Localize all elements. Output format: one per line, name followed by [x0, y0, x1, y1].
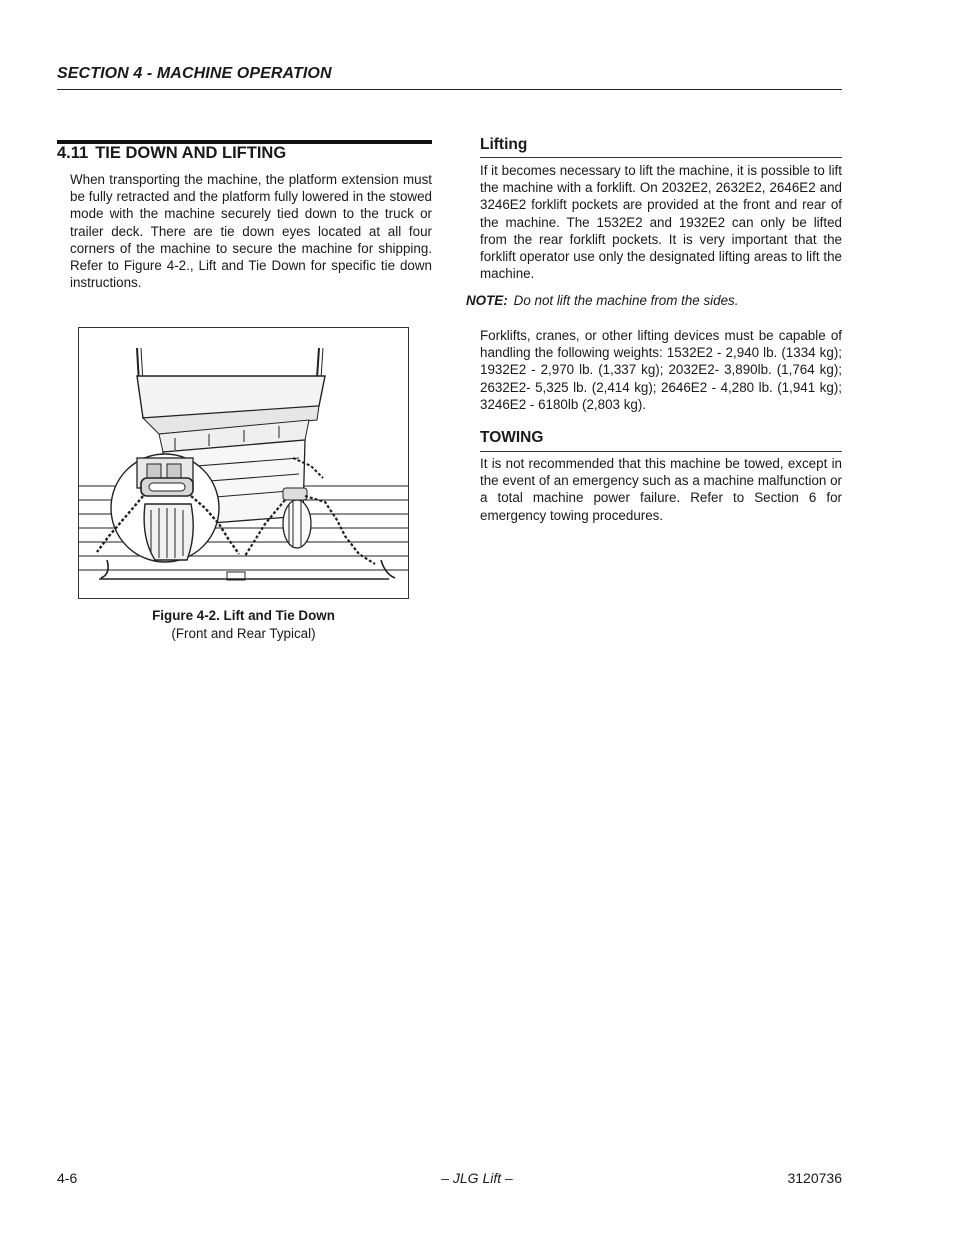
- section-number: 4.11: [57, 144, 89, 162]
- note-label: NOTE:: [466, 293, 508, 308]
- tie-down-illustration: [79, 328, 409, 599]
- note-text: Do not lift the machine from the sides.: [513, 293, 739, 308]
- header-divider: [57, 89, 842, 90]
- section-title: [57, 144, 286, 163]
- towing-title: TOWING: [480, 429, 544, 446]
- lifting-paragraph: If it becomes necessary to lift the machine, it is possible to lift the machine with a forklift. On 2032E2, 2632E2, 2646E2 and 3246E2 forklift pockets are provided at the front and rear of the machine. The 1532E2 and 1932E2 can only be lifted from the rear forklift pockets. It is very important that the forklift operator use only the designated lifting areas to lift the machine.: [480, 163, 842, 282]
- figure-caption-subtitle: (Front and Rear Typical): [171, 625, 316, 641]
- figure-caption-title: Figure 4-2. Lift and Tie Down: [152, 608, 335, 623]
- towing-paragraph: It is not recommended that this machine be towed, except in the event of an emergency such as a machine malfunction or a total machine power failure. Refer to Section 6 for emergency towing procedures.: [480, 456, 842, 523]
- document-number: 3120736: [787, 1170, 842, 1186]
- section-title-text: TIE DOWN AND LIFTING: [95, 144, 287, 162]
- towing-rule: [480, 451, 842, 452]
- footer-brand: – JLG Lift –: [441, 1170, 513, 1186]
- weights-paragraph: Forklifts, cranes, or other lifting devices must be capable of handling the following weights: 1532E2 - 2,940 lb. (1334 kg); 1932E2 - 2,970 lb. (1,337 kg); 2032E2- 3,890lb. (1,764 kg); 2632E2- 5,325 lb. (2,414 kg); 2646E2 - 4,280 lb. (1,941 kg); 3246E2 - 6180lb (2,803 kg).: [480, 328, 842, 412]
- lifting-title: Lifting: [480, 136, 528, 153]
- lifting-note: [466, 293, 738, 308]
- tie-down-paragraph: When transporting the machine, the platform extension must be fully retracted and the platform fully lowered in the stowed mode with the machine securely tied down to the truck or trailer deck. There are tie down eyes located at all four corners of the machine to secure the machine for shipping. Refer to Figure 4-2., Lift and Tie Down for specific tie down instructions.: [70, 172, 432, 291]
- lifting-rule: [480, 157, 842, 158]
- figure-caption: [78, 607, 409, 642]
- page-number: 4-6: [57, 1170, 78, 1186]
- section-header: SECTION 4 - MACHINE OPERATION: [57, 65, 332, 82]
- figure-frame: [78, 327, 409, 599]
